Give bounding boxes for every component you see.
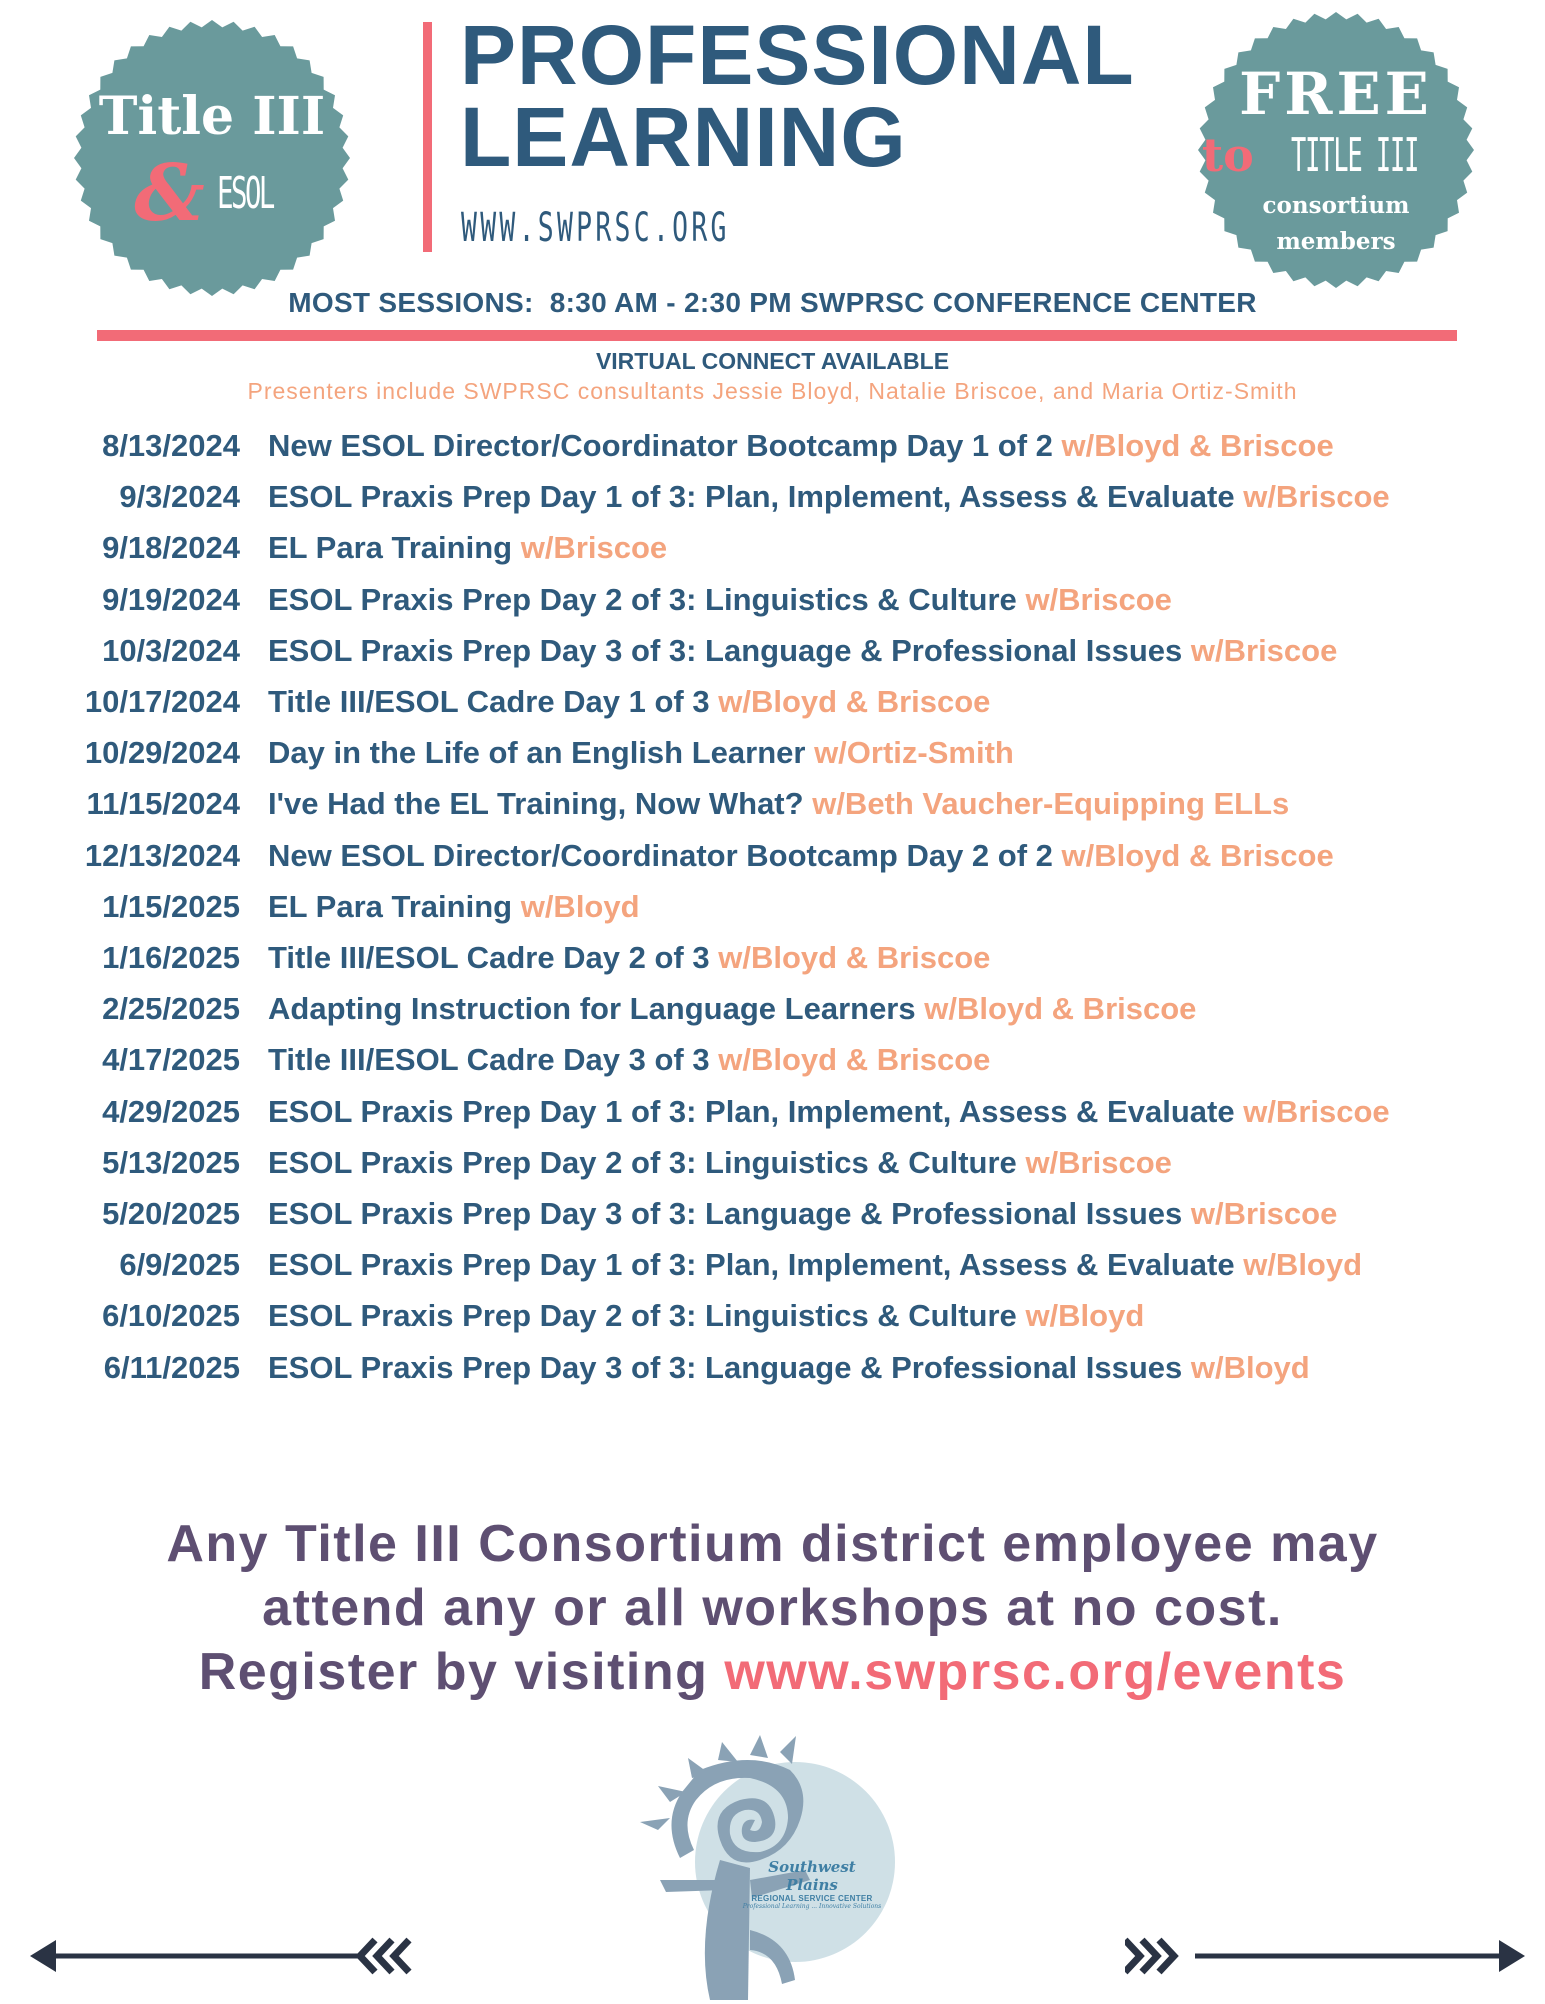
session-title: ESOL Praxis Prep Day 2 of 3: Linguistics & Culture xyxy=(268,1298,1017,1334)
session-title: New ESOL Director/Coordinator Bootcamp Day 1 of 2 xyxy=(268,428,1053,463)
session-date: 10/29/2024 xyxy=(84,735,240,771)
badge-title-iii: Title III xyxy=(98,86,326,147)
schedule-row xyxy=(0,522,1545,573)
badge-esol: ESOL xyxy=(216,168,273,219)
session-info xyxy=(268,1342,1310,1393)
schedule-row xyxy=(0,778,1545,829)
logo-line-1: Southwest Plains xyxy=(768,1858,856,1894)
logo-line-2: REGIONAL SERVICE CENTER xyxy=(751,1894,873,1903)
session-info xyxy=(268,983,1196,1034)
divider-bar xyxy=(97,330,1457,341)
schedule-row xyxy=(0,420,1545,471)
schedule-row xyxy=(0,676,1545,727)
session-info xyxy=(268,778,1289,829)
schedule-row xyxy=(0,625,1545,676)
schedule-row xyxy=(0,881,1545,932)
session-date: 1/15/2025 xyxy=(102,888,240,924)
session-date: 1/16/2025 xyxy=(102,940,240,975)
title-line-1: PROFESSIONAL xyxy=(460,8,1135,102)
session-title: I've Had the EL Training, Now What? xyxy=(268,786,804,822)
session-date: 2/25/2025 xyxy=(102,991,240,1027)
session-title: Adapting Instruction for Language Learners xyxy=(268,991,916,1027)
session-info xyxy=(268,676,990,727)
page-title xyxy=(460,8,1135,184)
session-title: Title III/ESOL Cadre Day 2 of 3 xyxy=(268,940,710,975)
schedule-row xyxy=(0,830,1545,881)
schedule-row xyxy=(0,1342,1545,1393)
session-date: 6/9/2025 xyxy=(119,1247,240,1283)
session-date: 4/17/2025 xyxy=(102,1042,240,1078)
session-presenter: w/Bloyd & Briscoe xyxy=(1061,837,1334,873)
session-date: 12/13/2024 xyxy=(84,837,240,873)
badge-ampersand: & xyxy=(134,148,205,239)
session-title: EL Para Training xyxy=(268,888,513,924)
title-iii-esol-badge xyxy=(72,18,352,298)
session-date: 11/15/2024 xyxy=(86,786,240,822)
session-info xyxy=(268,522,667,573)
schedule-row xyxy=(0,1034,1545,1085)
virtual-connect-note: VIRTUAL CONNECT AVAILABLE xyxy=(595,348,950,374)
session-info xyxy=(268,932,990,983)
session-info xyxy=(268,1239,1362,1290)
free-badge xyxy=(1196,10,1476,290)
session-info xyxy=(268,1290,1144,1341)
session-presenter: w/Briscoe xyxy=(1025,581,1172,617)
arrow-right-icon xyxy=(1125,1930,1525,1982)
session-date: 4/29/2025 xyxy=(102,1093,240,1129)
session-title: ESOL Praxis Prep Day 3 of 3: Language & Professional Issues xyxy=(268,1349,1183,1385)
badge-title-iii-small: TITLE III xyxy=(1290,128,1419,182)
session-times: MOST SESSIONS: 8:30 AM - 2:30 PM SWPRSC CONFERENCE CENTER xyxy=(288,287,1257,318)
schedule-row xyxy=(0,1188,1545,1239)
session-presenter: w/Briscoe xyxy=(1243,479,1390,515)
session-info xyxy=(268,830,1334,881)
schedule-row xyxy=(0,932,1545,983)
session-title: Day in the Life of an English Learner xyxy=(268,735,806,771)
session-title: ESOL Praxis Prep Day 3 of 3: Language & Professional Issues xyxy=(268,1196,1183,1231)
session-presenter: w/Bloyd xyxy=(520,888,640,924)
session-title: Title III/ESOL Cadre Day 1 of 3 xyxy=(268,684,710,719)
session-presenter: w/Bloyd xyxy=(1243,1247,1363,1283)
session-title: ESOL Praxis Prep Day 2 of 3: Linguistics & Culture xyxy=(268,1144,1017,1180)
logo-line-3: Professional Learning ... Innovative Solutions xyxy=(742,1903,882,1910)
session-date: 6/10/2025 xyxy=(102,1298,240,1334)
session-presenter: w/Bloyd xyxy=(1190,1349,1310,1385)
cta-line-2: attend any or all workshops at no cost. xyxy=(262,1579,1283,1637)
session-title: ESOL Praxis Prep Day 1 of 3: Plan, Implement, Assess & Evaluate xyxy=(268,1247,1235,1283)
session-presenter: w/Ortiz-Smith xyxy=(814,735,1014,771)
session-info xyxy=(268,420,1334,471)
badge-consortium: consortium xyxy=(1262,192,1410,219)
cta-register-text: Register by visiting xyxy=(198,1643,725,1701)
session-date: 10/3/2024 xyxy=(102,632,240,668)
cta-line-3 xyxy=(0,1640,1545,1704)
session-title: ESOL Praxis Prep Day 1 of 3: Plan, Implement, Assess & Evaluate xyxy=(268,479,1235,515)
session-presenter: w/Bloyd & Briscoe xyxy=(718,1042,991,1078)
cta-line-1: Any Title III Consortium district employee may xyxy=(166,1515,1379,1573)
session-presenter: w/Beth Vaucher-Equipping ELLs xyxy=(812,786,1290,822)
session-presenter: w/Briscoe xyxy=(520,530,668,566)
session-presenter: w/Briscoe xyxy=(1243,1093,1390,1129)
session-date: 9/18/2024 xyxy=(102,530,240,566)
session-info xyxy=(268,1034,990,1085)
events-link[interactable]: www.swprsc.org/events xyxy=(724,1643,1347,1701)
session-title: EL Para Training xyxy=(268,530,513,566)
session-title: New ESOL Director/Coordinator Bootcamp Day 2 of 2 xyxy=(268,837,1053,873)
session-presenter: w/Bloyd & Briscoe xyxy=(1061,428,1334,463)
schedule-row xyxy=(0,574,1545,625)
schedule-row xyxy=(0,1239,1545,1290)
session-date: 5/13/2025 xyxy=(102,1144,240,1180)
session-info xyxy=(268,1086,1390,1137)
session-info xyxy=(268,1137,1172,1188)
session-title: Title III/ESOL Cadre Day 3 of 3 xyxy=(268,1042,710,1078)
badge-members: members xyxy=(1276,228,1396,255)
session-presenter: w/Bloyd & Briscoe xyxy=(718,684,991,719)
badge-free: FREE xyxy=(1239,60,1433,128)
header-vertical-bar xyxy=(423,22,432,252)
session-presenter: w/Briscoe xyxy=(1190,1196,1338,1231)
session-info xyxy=(268,1188,1337,1239)
schedule-row xyxy=(0,471,1545,522)
session-presenter: w/Bloyd & Briscoe xyxy=(924,991,1197,1027)
header-url: WWW.SWPRSC.ORG xyxy=(461,205,730,251)
session-presenter: w/Bloyd xyxy=(1025,1298,1145,1334)
schedule-row xyxy=(0,727,1545,778)
schedule-row xyxy=(0,1137,1545,1188)
session-info xyxy=(268,727,1014,778)
session-title: ESOL Praxis Prep Day 1 of 3: Plan, Implement, Assess & Evaluate xyxy=(268,1093,1235,1129)
session-presenter: w/Bloyd & Briscoe xyxy=(718,940,991,975)
schedule-row xyxy=(0,1290,1545,1341)
session-presenter: w/Briscoe xyxy=(1190,632,1338,668)
schedule-row xyxy=(0,1086,1545,1137)
session-title: ESOL Praxis Prep Day 2 of 3: Linguistics & Culture xyxy=(268,581,1017,617)
badge-to: to xyxy=(1201,128,1254,182)
session-date: 5/20/2025 xyxy=(102,1196,240,1231)
session-date: 8/13/2024 xyxy=(102,428,240,463)
session-info xyxy=(268,881,640,932)
session-presenter: w/Briscoe xyxy=(1025,1144,1172,1180)
presenters-note: Presenters include SWPRSC consultants Jessie Bloyd, Natalie Briscoe, and Maria Ortiz-Smith xyxy=(247,378,1298,404)
title-line-2: LEARNING xyxy=(460,90,907,184)
logo-wordmark xyxy=(742,1858,882,1910)
session-info xyxy=(268,574,1172,625)
session-date: 9/3/2024 xyxy=(119,479,240,515)
session-info xyxy=(268,625,1337,676)
session-info xyxy=(268,471,1390,522)
registration-callout xyxy=(0,1512,1545,1704)
session-date: 9/19/2024 xyxy=(102,581,240,617)
session-date: 10/17/2024 xyxy=(84,684,240,719)
session-date: 6/11/2025 xyxy=(103,1349,240,1385)
session-title: ESOL Praxis Prep Day 3 of 3: Language & Professional Issues xyxy=(268,632,1183,668)
arrow-left-icon xyxy=(30,1930,430,1982)
schedule-row xyxy=(0,983,1545,1034)
